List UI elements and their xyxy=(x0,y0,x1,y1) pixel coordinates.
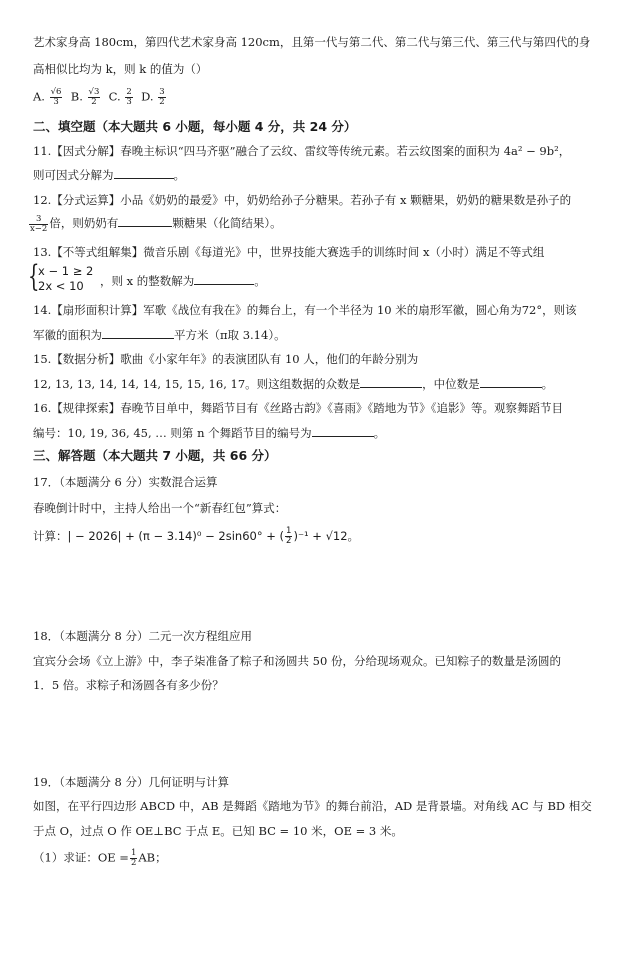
q19-part1: （1）求证：OE = $\frac{1}{2}$ AB； xyxy=(33,848,167,868)
q16-line2: 编号：10, 19, 36, 45, … 则第 n 个舞蹈节目的编号为 。 xyxy=(33,426,386,440)
q10-option-d-label: D. xyxy=(141,89,154,104)
q12-fraction: $\frac{3}{x-2}$ xyxy=(30,213,48,234)
q17-expression: 计算：| − 2026| + (π − 3.14)⁰ − 2sin60° + ( $\frac{1}{2}$ )⁻¹ + √12。 xyxy=(33,526,360,546)
q18-line1: 宜宾分会场《立上游》中，李子柒准备了粽子和汤圆共 50 份，分给现场观众。已知粽子的数量是汤圆的 xyxy=(33,654,561,668)
q10-option-c-label: C. xyxy=(108,89,121,104)
q10-option-b-label: B. xyxy=(70,89,83,104)
q13-inequality-2: 2x < 10 xyxy=(38,279,84,293)
q13-line1: 13.【不等式组解集】微音乐剧《每道光》中，世界技能大赛选手的训练时间 x（小时）满足不等式组 xyxy=(33,245,545,259)
q10-options xyxy=(33,88,167,107)
q15-mode-blank[interactable] xyxy=(360,375,422,388)
q19-fraction: $\frac{1}{2}$ xyxy=(130,848,137,868)
q15-median-blank[interactable] xyxy=(480,375,542,388)
q10-line2: 高相似比均为 k，则 k 的值为（） xyxy=(33,62,208,76)
q13-line2: ，则 x 的整数解为 。 xyxy=(100,274,266,288)
q12-line1: 12.【分式运算】小品《奶奶的最爱》中，奶奶给孙子分糖果。若孙子有 x 颗糖果，奶奶的糖果数是孙子的 xyxy=(33,193,572,207)
q12-answer-blank[interactable] xyxy=(118,214,172,227)
q13-answer-blank[interactable] xyxy=(194,272,254,285)
q19-line2: 于点 O，过点 O 作 OE⊥BC 于点 E。已知 BC = 10 米，OE = 3 米。 xyxy=(33,824,403,838)
q17-line1: 春晚倒计时中，主持人给出一个“新春红包”算式： xyxy=(33,501,287,515)
q16-line1: 16.【规律探索】春晚节目单中，舞蹈节目有《丝路古韵》《喜雨》《踏地为节》《追影》等。观察舞蹈节目 xyxy=(33,401,564,415)
q10-option-c-value: $\frac{2}{3}$ xyxy=(126,87,132,107)
q19-heading: 19．（本题满分 8 分）几何证明与计算 xyxy=(33,775,230,789)
q14-line2: 军徽的面积为 平方米（π取 3.14）。 xyxy=(33,328,286,342)
q10-option-a-label: A. xyxy=(33,89,45,104)
q10-option-d-value: $\frac{3}{2}$ xyxy=(159,87,165,107)
q14-line1: 14.【扇形面积计算】军歌《战位有我在》的舞台上，有一个半径为 10 米的扇形军徽，圆心角为72°，则该 xyxy=(33,303,577,317)
q14-answer-blank[interactable] xyxy=(102,326,174,339)
q13-inequality-system xyxy=(38,264,93,294)
q15-line2: 12, 13, 13, 14, 14, 14, 15, 15, 16, 17。则这组数据的众数是 ，中位数是 。 xyxy=(33,377,554,391)
q16-answer-blank[interactable] xyxy=(312,424,374,437)
q18-line2: 1．5 倍。求粽子和汤圆各有多少份？ xyxy=(33,678,224,692)
q19-line1: 如图，在平行四边形 ABCD 中，AB 是舞蹈《踏地为节》的舞台前沿，AD 是背景墙。对角线 AC 与 BD 相交 xyxy=(33,799,592,813)
q11-line1: 11.【因式分解】春晚主标识“四马齐驱”融合了云纹、雷纹等传统元素。若云纹图案的面积为 4a² − 9b²， xyxy=(33,144,571,158)
section2-title: 二、填空题（本大题共 6 小题，每小题 4 分，共 24 分） xyxy=(33,119,357,134)
q10-option-a-value: $\frac{√6}{3}$ xyxy=(50,87,62,107)
section3-title: 三、解答题（本大题共 7 小题，共 66 分） xyxy=(33,448,277,463)
q13-brace: { xyxy=(28,259,40,294)
q10-option-b-value: $\frac{√3}{2}$ xyxy=(88,87,100,107)
q15-line1: 15.【数据分析】歌曲《小家年年》的表演团队有 10 人，他们的年龄分别为 xyxy=(33,352,419,366)
q12-line2: $\frac{3}{x-2}$ 倍，则奶奶有 颗糖果（化简结果）。 xyxy=(30,213,282,234)
q17-heading: 17．（本题满分 6 分）实数混合运算 xyxy=(33,475,218,489)
q17-fraction: $\frac{1}{2}$ xyxy=(286,526,292,546)
q18-heading: 18．（本题满分 8 分）二元一次方程组应用 xyxy=(33,629,253,643)
q11-line2: 则可因式分解为 。 xyxy=(33,168,185,182)
q10-line1: 艺术家身高 180cm，第四代艺术家身高 120cm，且第一代与第二代、第二代与第三代、第三代与第四代的身 xyxy=(33,35,591,49)
q11-answer-blank[interactable] xyxy=(114,166,174,179)
q13-inequality-1: x − 1 ≥ 2 xyxy=(38,264,94,278)
